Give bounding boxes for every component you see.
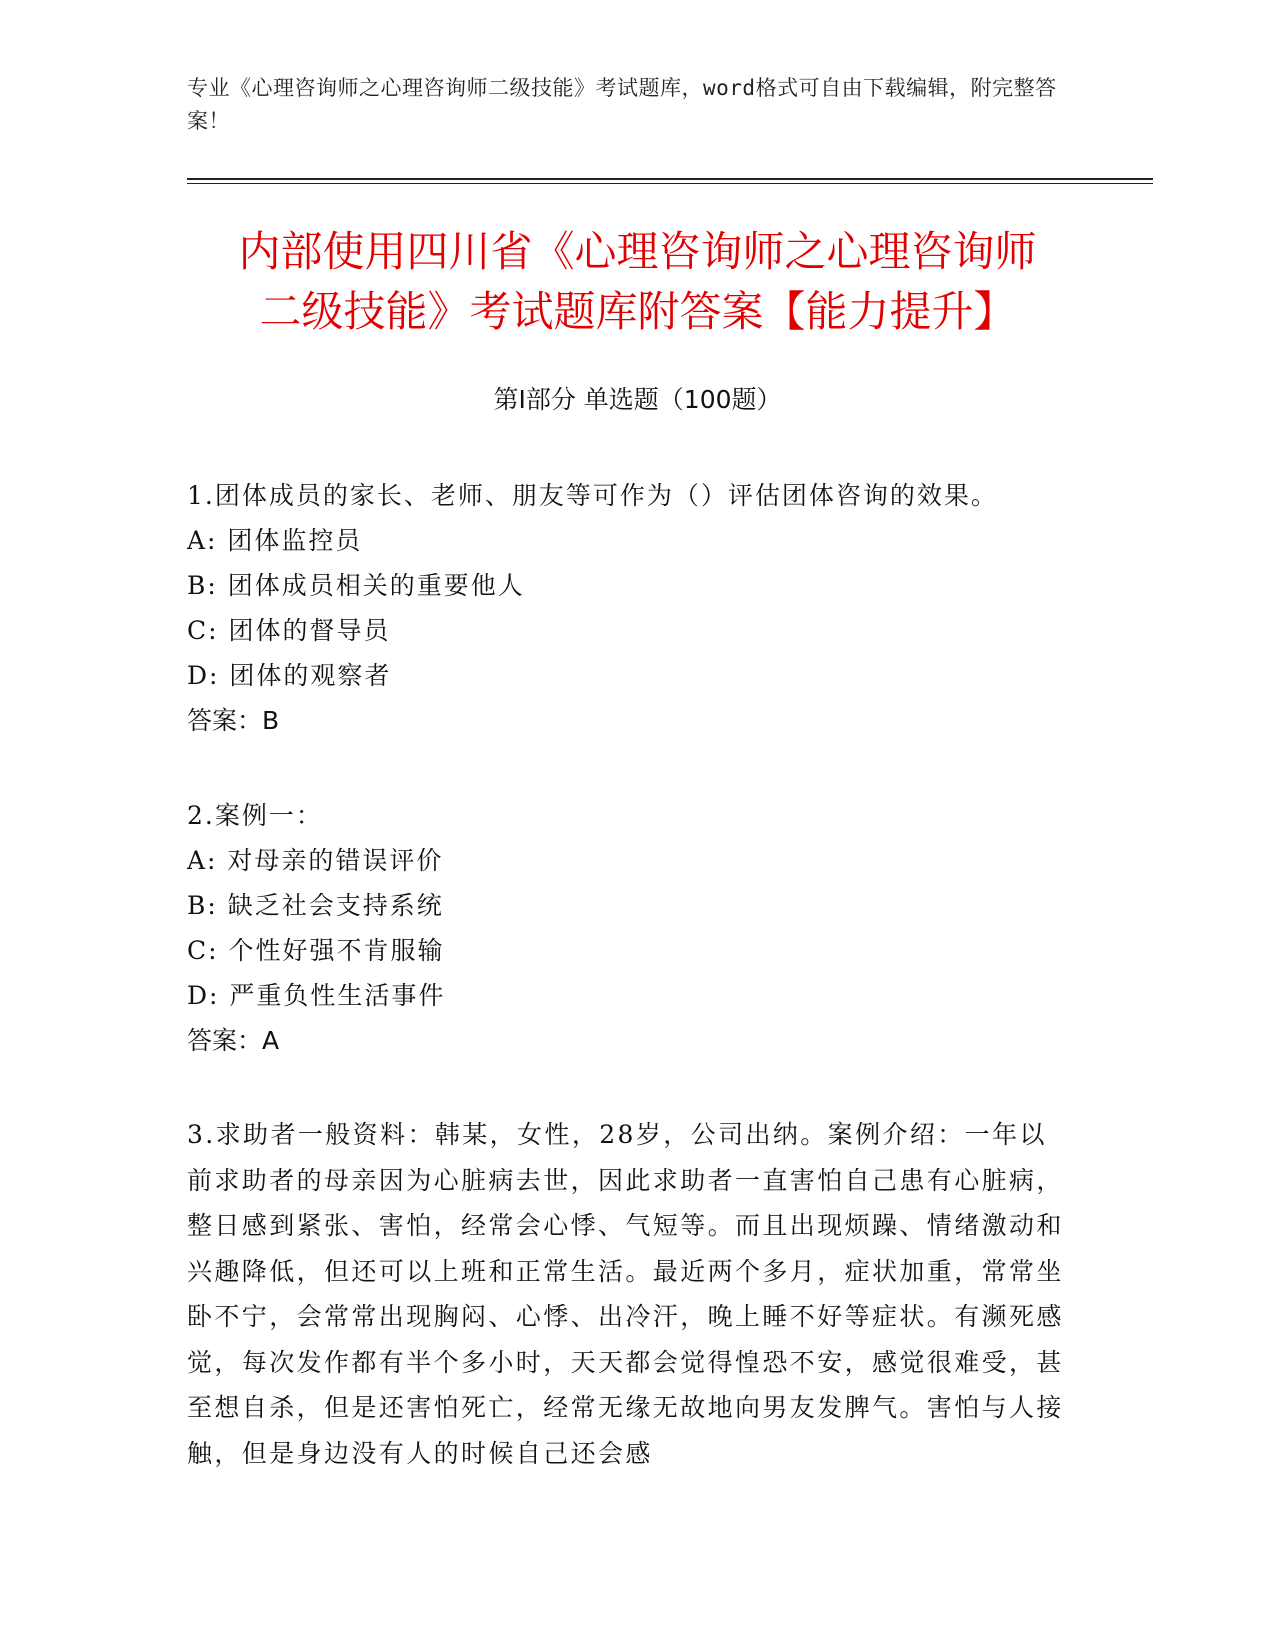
- question-stem: 2.案例一：: [187, 801, 323, 830]
- document-title-line-2: 二级技能》考试题库附答案【能力提升】: [259, 287, 1016, 336]
- option-c: C: 个性好强不肯服输: [187, 936, 445, 965]
- option-b: B: 团体成员相关的重要他人: [187, 571, 525, 600]
- question-2: [187, 793, 1067, 1063]
- option-a: A: 团体监控员: [187, 526, 363, 555]
- answer: 答案：B: [187, 706, 280, 735]
- option-a: A: 对母亲的错误评价: [187, 846, 444, 875]
- option-d: D: 团体的观察者: [187, 661, 392, 690]
- document-title-line-1: 内部使用四川省《心理咨询师之心理咨询师: [238, 227, 1037, 276]
- option-b: B: 缺乏社会支持系统: [187, 891, 444, 920]
- option-d: D: 严重负性生活事件: [187, 981, 446, 1010]
- question-stem: 3.求助者一般资料：韩某，女性，28岁，公司出纳。案例介绍：一年以前求助者的母亲因为心脏病去世，因此求助者一直害怕自己患有心脏病，整日感到紧张、害怕，经常会心悸、气短等。而且出现烦躁、情绪激动和兴趣降低，但还可以上班和正常生活。最近两个多月，症状加重，常常坐卧不宁，会常常出现胸闷、心悸、出冷汗，晚上睡不好等症状。有濒死感觉，每次发作都有半个多小时，天天都会觉得惶恐不安，感觉很难受，甚至想自杀，但是还害怕死亡，经常无缘无故地向男友发脾气。害怕与人接触，但是身边没有人的时候自己还会感: [187, 1120, 1064, 1468]
- section-title: 第Ⅰ部分 单选题（100题）: [493, 385, 782, 414]
- document-title: [150, 222, 1125, 342]
- question-1: [187, 473, 1067, 743]
- question-3: [187, 1112, 1067, 1476]
- answer: 答案：A: [187, 1026, 280, 1055]
- question-stem: 1.团体成员的家长、老师、朋友等可作为（）评估团体咨询的效果。: [187, 481, 998, 510]
- header-rule-thin: [187, 183, 1153, 184]
- option-c: C: 团体的督导员: [187, 616, 391, 645]
- header-note: 专业《心理咨询师之心理咨询师二级技能》考试题库，word格式可自由下载编辑，附完整答案！: [187, 76, 1057, 133]
- header-rule-thick: [187, 178, 1153, 180]
